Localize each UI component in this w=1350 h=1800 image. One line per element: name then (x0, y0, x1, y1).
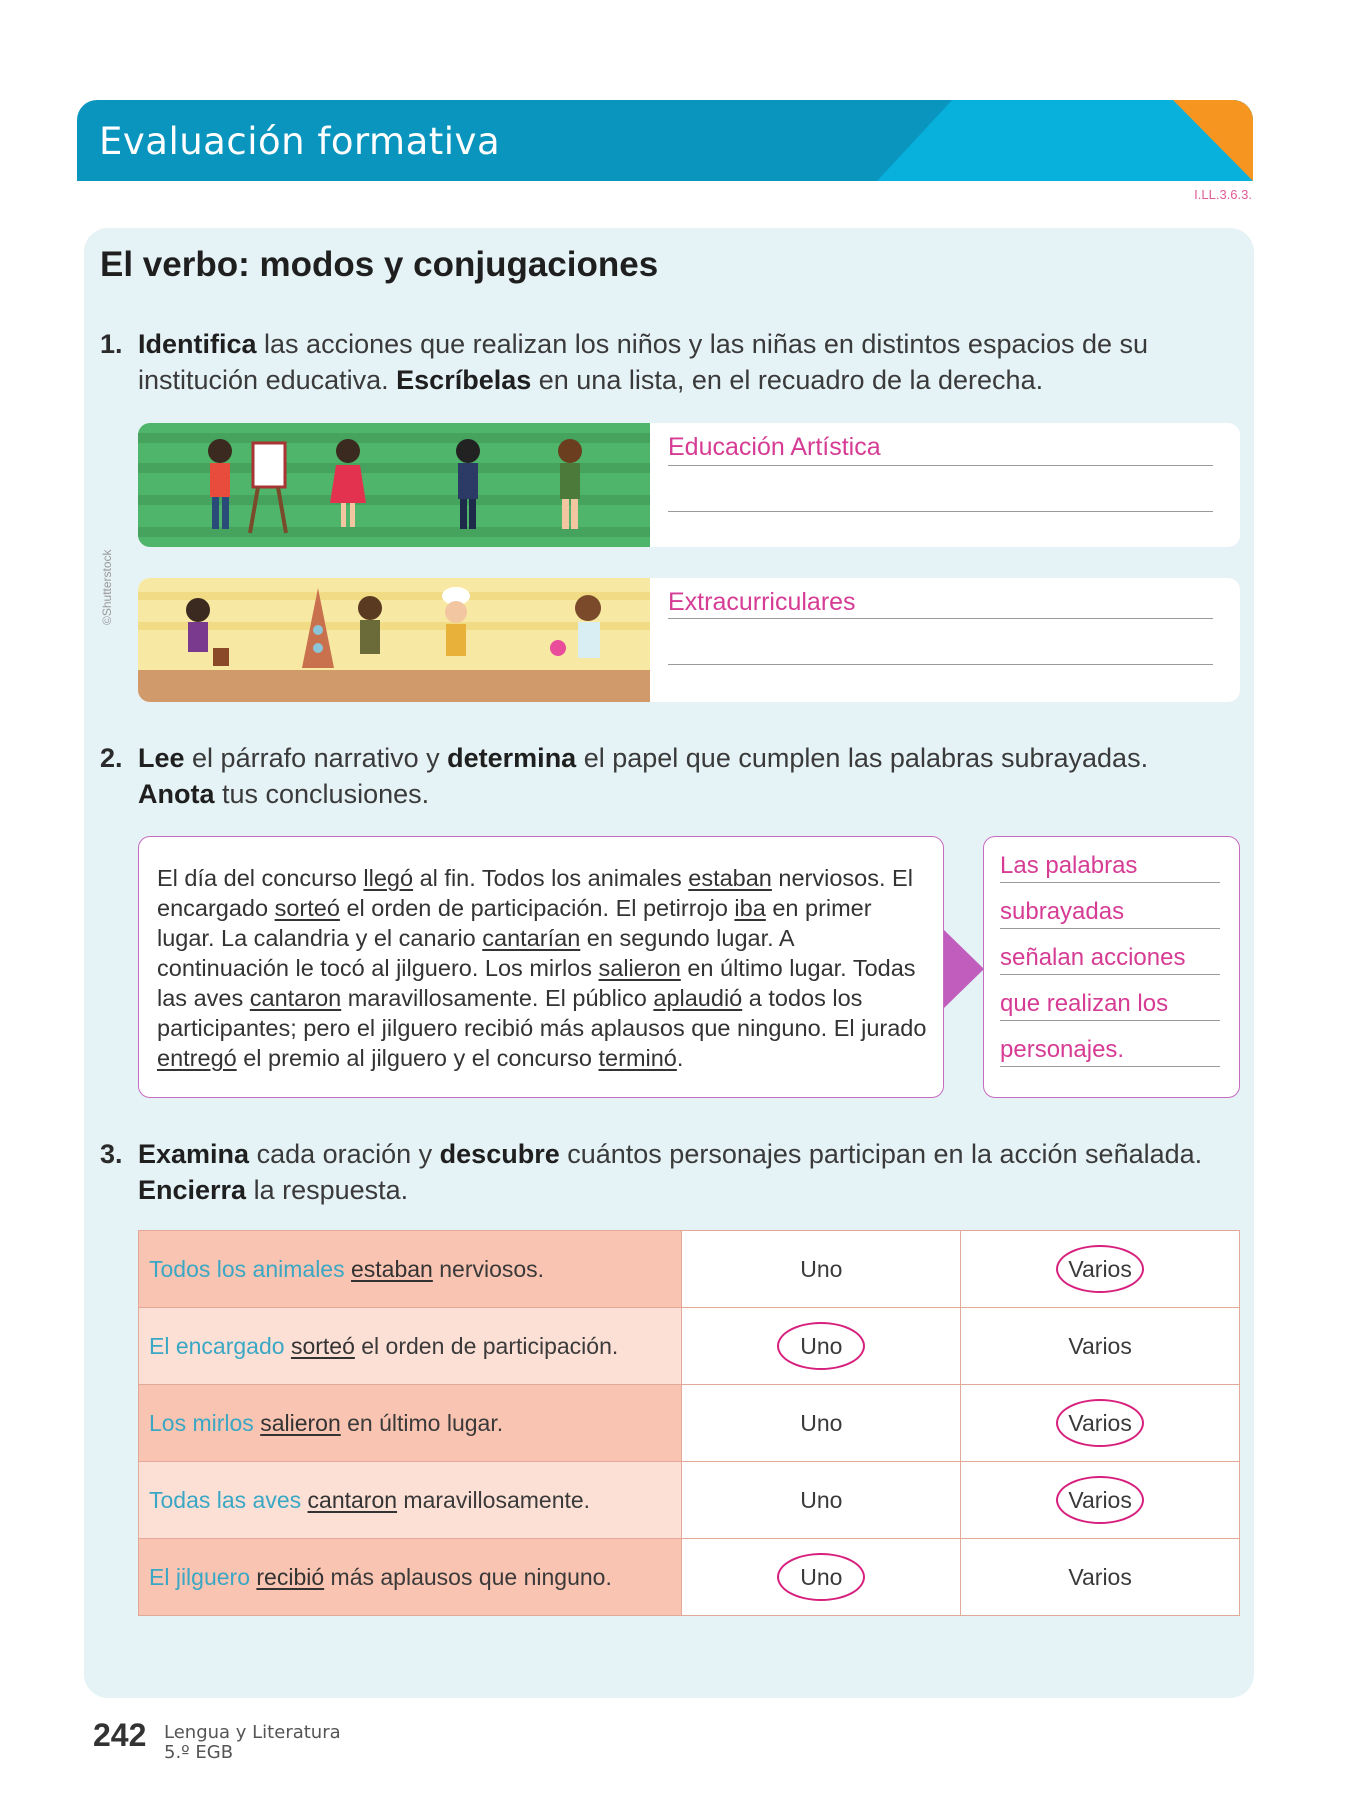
option-cell-one[interactable] (682, 1462, 961, 1539)
sentence-verb: salieron (260, 1409, 341, 1436)
option-one[interactable]: Uno (800, 1563, 843, 1590)
write-line (668, 465, 1213, 466)
underlined-verb: cantarían (482, 925, 581, 951)
table-row (139, 1231, 1240, 1308)
sentence-cell (139, 1308, 682, 1385)
sentence-cell (139, 1462, 682, 1539)
question-2 (100, 740, 1220, 812)
underlined-verb: estaban (688, 865, 772, 891)
option-many[interactable]: Varios (1068, 1486, 1132, 1513)
sentence-rest: más aplausos que ninguno. (324, 1563, 612, 1590)
question-3 (100, 1136, 1220, 1208)
question-number: 1. (100, 329, 123, 359)
page-number: 242 (93, 1717, 147, 1753)
page-title: Evaluación formativa (99, 120, 501, 163)
instruction-text: el papel que cumplen las palabras subrayadas. (576, 743, 1149, 773)
instruction-text: en una lista, en el recuadro de la derecha. (531, 365, 1044, 395)
activity-label-extracurricular: Extracurriculares (668, 588, 856, 616)
table-row (139, 1308, 1240, 1385)
sentence-subject: El jilguero (149, 1563, 250, 1590)
option-cell-many[interactable] (961, 1539, 1240, 1616)
option-cell-many[interactable] (961, 1308, 1240, 1385)
instruction-verb: Encierra (138, 1175, 247, 1205)
instruction-text: las acciones que realizan los niños y las niñas en distintos espacios de su institución educativa. (138, 329, 1149, 395)
sentence-rest: nerviosos. (432, 1255, 545, 1282)
table-row (139, 1385, 1240, 1462)
instruction-text: cuántos personajes participan en la acción señalada. (559, 1139, 1203, 1169)
sentence-subject: Los mirlos (149, 1409, 254, 1436)
sentence-verb: recibió (256, 1563, 325, 1590)
section-title: El verbo: modos y conjugaciones (100, 245, 659, 284)
activity-row-art (138, 423, 1240, 547)
option-cell-one[interactable] (682, 1231, 961, 1308)
question-number: 2. (100, 743, 123, 773)
story-paragraph: El día del concurso llegó al fin. Todos los animales estaban nerviosos. El encargado sorteó el orden de participación. El petirrojo iba en primer lugar. La calandria y el canario cantarían en segundo lugar. A continuación le tocó al jilguero. Los mirlos salieron en último lugar. Todas las aves cantaron maravillosamente. El público aplaudió a todos los participantes; pero el jilguero recibió más aplausos que ninguno. El jurado entregó el premio al jilguero y el concurso terminó. (157, 865, 927, 1071)
option-many[interactable]: Varios (1068, 1255, 1132, 1282)
subject-name: Lengua y Literatura (164, 1722, 341, 1743)
option-cell-one[interactable] (682, 1385, 961, 1462)
answer-line: señalan acciones (1000, 941, 1220, 975)
extracurricular-illustration (138, 578, 650, 702)
sentence-rest: en último lugar. (340, 1409, 504, 1436)
question-number: 3. (100, 1139, 123, 1169)
option-cell-one[interactable] (682, 1308, 961, 1385)
answer-circle (1056, 1476, 1144, 1524)
answer-line: que realizan los (1000, 987, 1220, 1021)
option-cell-many[interactable] (961, 1231, 1240, 1308)
story-box (138, 836, 944, 1098)
answer-circle (1056, 1245, 1144, 1293)
header-band (77, 100, 1253, 181)
arrow-right-icon (944, 930, 984, 1008)
answer-line: personajes. (1000, 1033, 1220, 1067)
sentence-cell (139, 1231, 682, 1308)
underlined-verb: iba (734, 895, 766, 921)
activity-label-art: Educación Artística (668, 433, 881, 461)
write-line (668, 618, 1213, 619)
option-many[interactable]: Varios (1068, 1563, 1132, 1590)
instruction-verb: Identifica (138, 329, 257, 359)
write-line (668, 664, 1213, 665)
sentence-subject: Todos los animales (149, 1255, 345, 1282)
answer-circle (1056, 1399, 1144, 1447)
instruction-verb: determina (447, 743, 577, 773)
sentence-subject: Todas las aves (149, 1486, 302, 1513)
answer-circle (777, 1322, 865, 1370)
sentence-verb: cantaron (307, 1486, 398, 1513)
sentence-subject: El encargado (149, 1332, 285, 1359)
instruction-text: la respuesta. (246, 1175, 409, 1205)
instruction-verb: descubre (439, 1139, 560, 1169)
instruction-text: el párrafo narrativo y (184, 743, 448, 773)
dua-label: DUA (1013, 12, 1071, 42)
sentence-rest: maravillosamente. (397, 1486, 591, 1513)
underlined-verb: aplaudió (653, 985, 743, 1011)
underlined-verb: terminó (598, 1045, 677, 1071)
answer-box (983, 836, 1240, 1098)
table-row (139, 1539, 1240, 1616)
footer-subject (164, 1723, 341, 1763)
sentence-cell (139, 1539, 682, 1616)
option-many[interactable]: Varios (1068, 1332, 1132, 1359)
sentence-verb: sorteó (290, 1332, 355, 1359)
instruction-text: cada oración y (249, 1139, 440, 1169)
option-one[interactable]: Uno (800, 1255, 843, 1282)
option-one[interactable]: Uno (800, 1332, 843, 1359)
grade-level: 5.º EGB (164, 1742, 234, 1763)
write-line (668, 511, 1213, 512)
instruction-text: tus conclusiones. (214, 779, 430, 809)
instruction-verb: Examina (138, 1139, 250, 1169)
sentence-cell (139, 1385, 682, 1462)
underlined-verb: entregó (157, 1045, 237, 1071)
underlined-verb: sorteó (274, 895, 340, 921)
underlined-verb: salieron (598, 955, 681, 981)
option-one[interactable]: Uno (800, 1409, 843, 1436)
option-one[interactable]: Uno (800, 1486, 843, 1513)
answer-line: Las palabras (1000, 849, 1220, 883)
instruction-verb: Escríbelas (396, 365, 532, 395)
answer-circle (777, 1553, 865, 1601)
activity-row-extracurricular (138, 578, 1240, 702)
instruction-verb: Anota (138, 779, 215, 809)
instruction-verb: Lee (138, 743, 185, 773)
underlined-verb: cantaron (249, 985, 342, 1011)
art-class-illustration (138, 423, 650, 547)
option-cell-one[interactable] (682, 1539, 961, 1616)
question-1 (100, 326, 1220, 398)
option-many[interactable]: Varios (1068, 1409, 1132, 1436)
option-cell-many[interactable] (961, 1462, 1240, 1539)
sentence-rest: el orden de participación. (354, 1332, 619, 1359)
dua-subtitle: Acción y expresión (941, 44, 1143, 69)
answer-line: subrayadas (1000, 895, 1220, 929)
sentence-verb: estaban (351, 1255, 433, 1282)
underlined-verb: llegó (363, 865, 414, 891)
table-row (139, 1462, 1240, 1539)
indicator-code: I.LL.3.6.3. (1194, 187, 1252, 202)
option-cell-many[interactable] (961, 1385, 1240, 1462)
answer-table (138, 1230, 1240, 1616)
image-credit: ©Shutterstock (100, 549, 114, 625)
